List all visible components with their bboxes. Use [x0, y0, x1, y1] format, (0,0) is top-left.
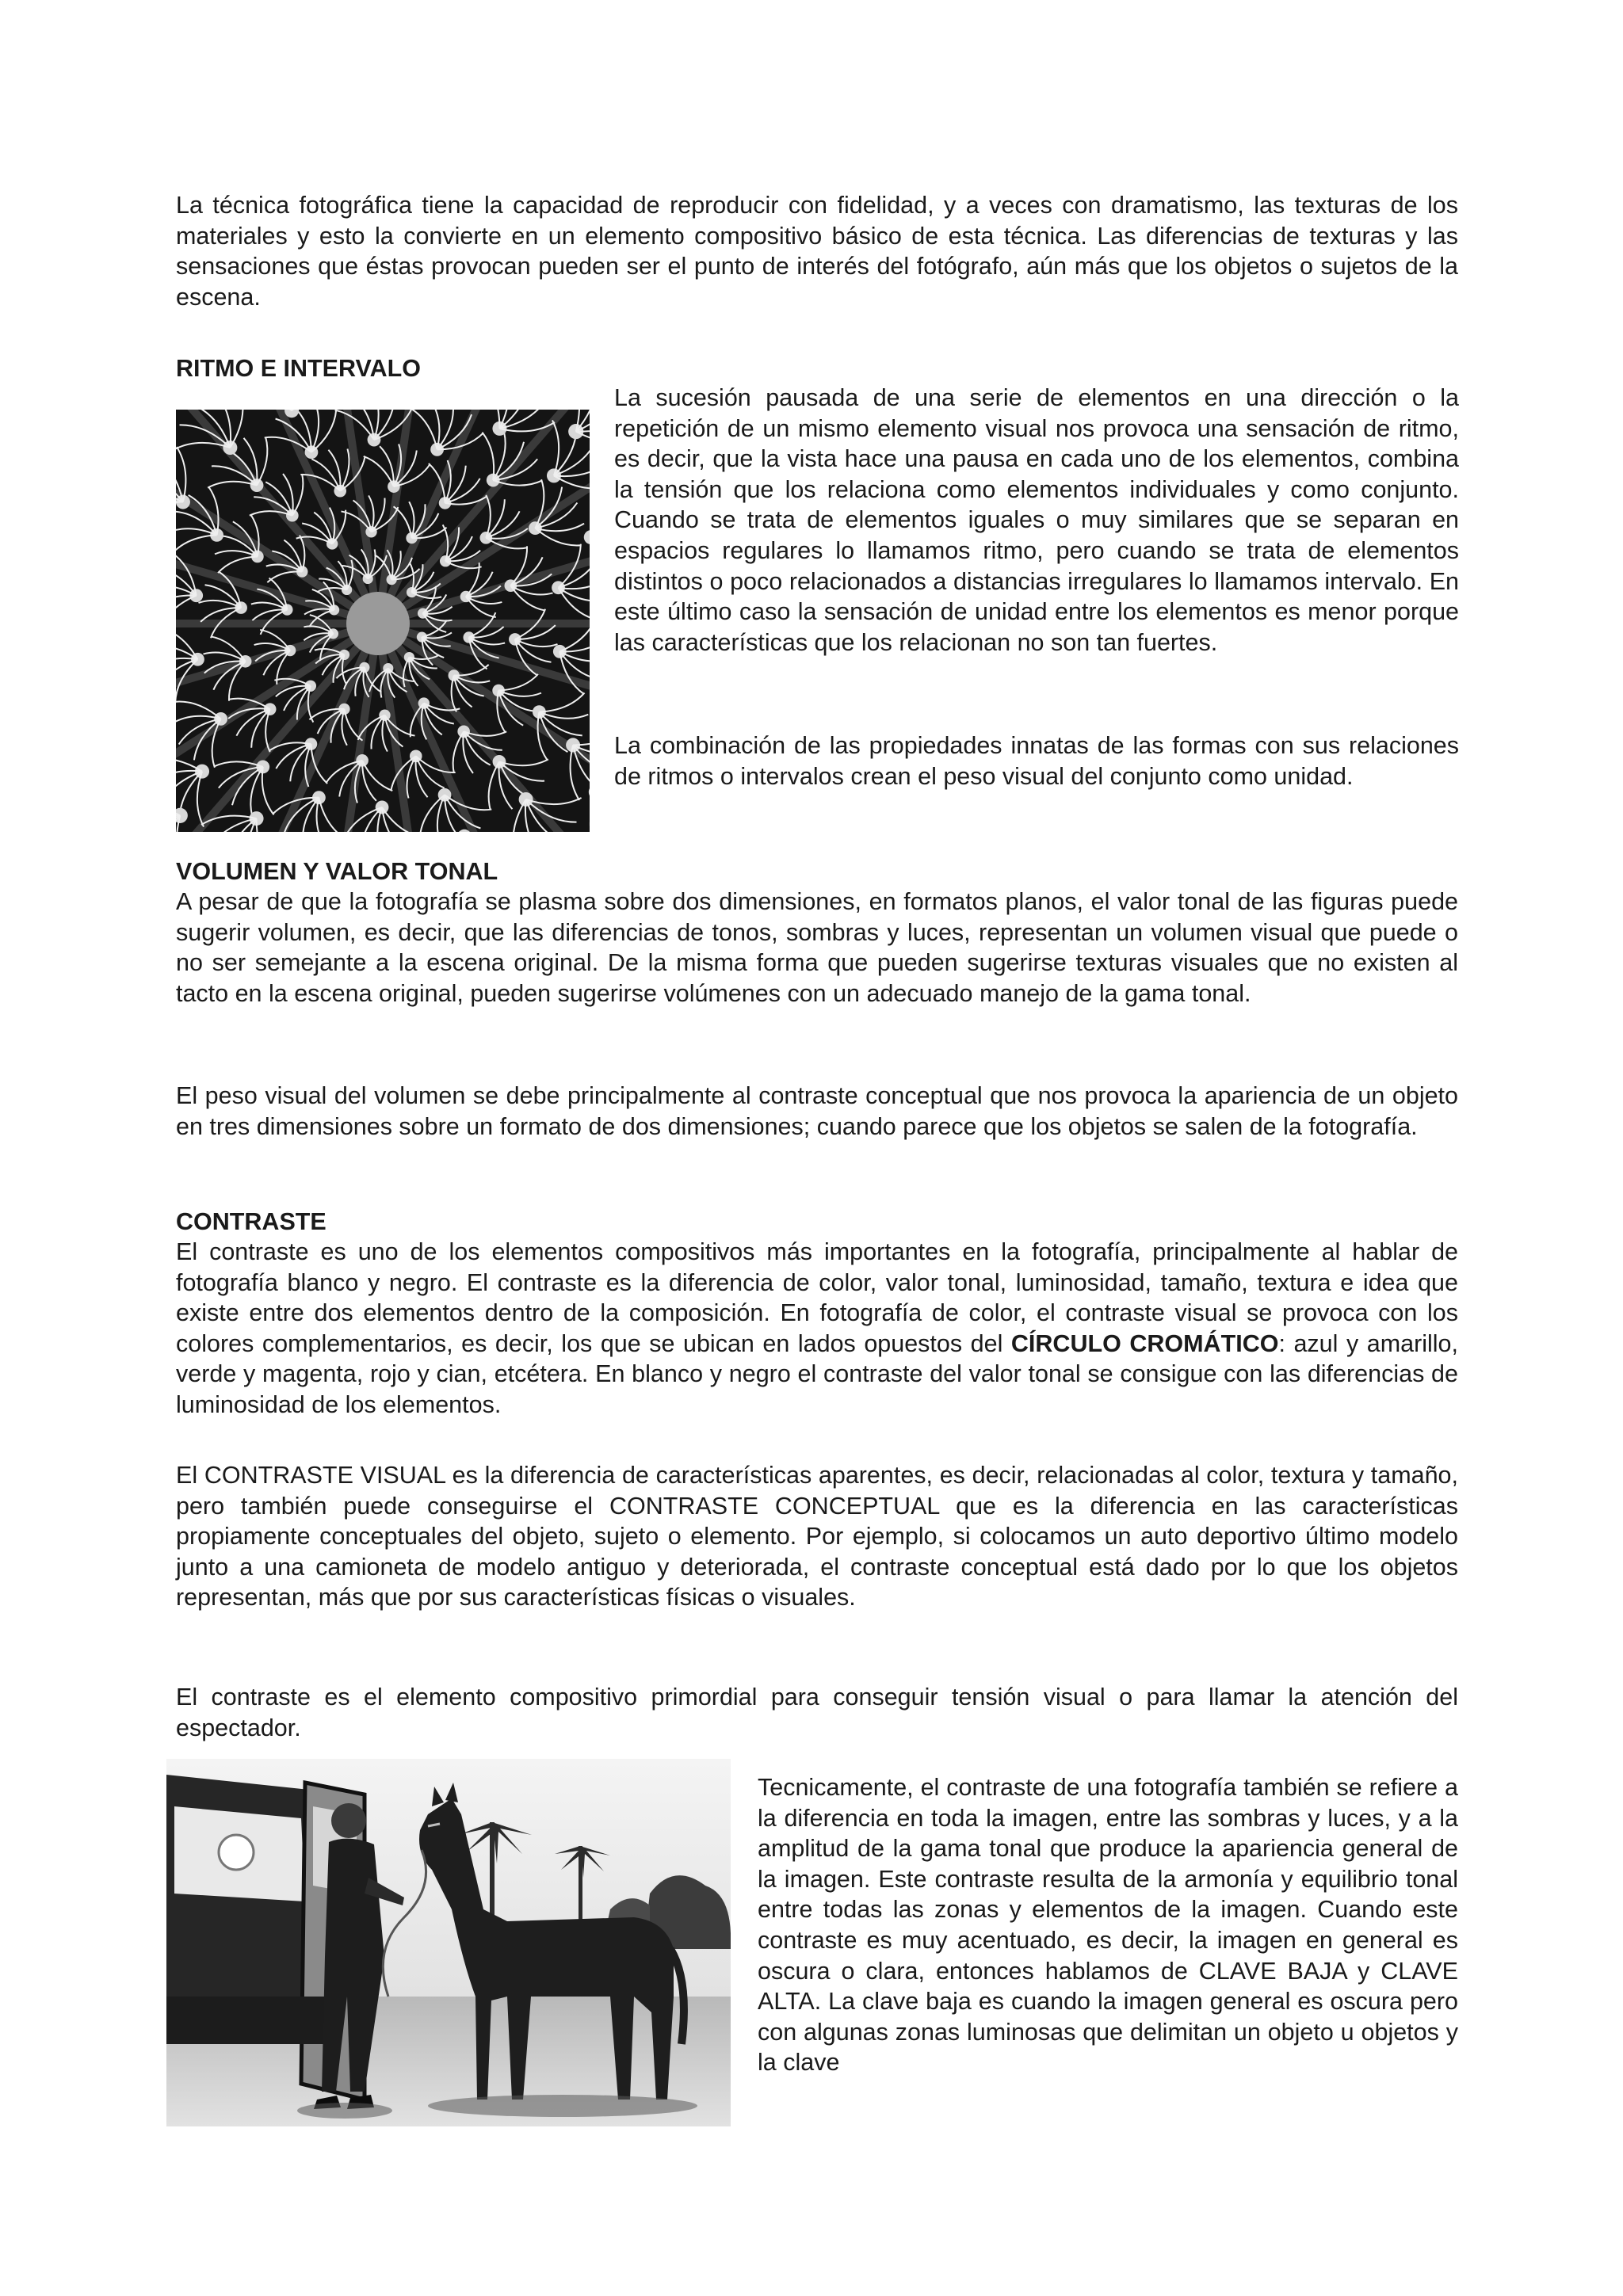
contraste-paragraph-2: El CONTRASTE VISUAL es la diferencia de características aparentes, es decir, relacionadas al color, textura y tamaño, pero también puede conseguirse el CONTRASTE CONCEPTUAL que es la diferencia en las características propiamente conceptuales del objeto, sujeto o elemento. Por ejemplo, si colocamos un auto deportivo último modelo junto a una camioneta de modelo antiguo y deteriorada, el contraste conceptual está dado por lo que los objetos representan, más que por sus características físicas o visuales. [176, 1462, 1458, 1611]
ritmo-paragraph-2: La combinación de las propiedades innatas de las formas con sus relaciones de ritmos o intervalos crean el peso visual del conjunto como unidad. [614, 732, 1459, 790]
contraste-paragraph-1 [176, 1237, 1458, 1421]
intro-paragraph: La técnica fotográfica tiene la capacidad de reproducir con fidelidad, y a veces con dramatismo, las texturas de los materiales y esto la convierte en un elemento compositivo básico de esta técnica. Las diferencias de texturas y las sensaciones que éstas provocan pueden ser el punto de interés del fotógrafo, aún más que los objetos o sujetos de la escena. [176, 192, 1458, 311]
volumen-paragraph-1: A pesar de que la fotografía se plasma sobre dos dimensiones, en formatos planos, el valor tonal de las figuras puede sugerir volumen, es decir, que las diferencias de tonos, sombras y luces, representan un volumen visual que puede o no ser semejante a la escena original. De la misma forma que pueden sugerirse texturas visuales que no existen al tacto en la escena original, pueden sugerirse volúmenes con un adecuado manejo de la gama tonal. [176, 888, 1458, 1007]
ritmo-heading: RITMO E INTERVALO [176, 355, 421, 382]
contraste-paragraph-4: Tecnicamente, el contraste de una fotografía también se refiere a la diferencia en toda la imagen, entre las sombras y luces, y a la amplitud de la gama tonal que produce la apariencia general de la imagen. Este contraste resulta de la armonía y equilibrio tonal entre todas las zonas y elementos de la imagen. Cuando este contraste es muy acentuado, es decir, la imagen en general es oscura o clara, entonces hablamos de CLAVE BAJA y CLAVE ALTA. La clave baja es cuando la imagen general es oscura pero con algunas zonas luminosas que delimitan un objeto u objetos y la clave [758, 1774, 1458, 2077]
ritmo-paragraph-1: La sucesión pausada de una serie de elementos en una dirección o la repetición de un mismo elemento visual nos provoca una sensación de ritmo, es decir, que la vista hace una pausa en cada uno de los elementos, combina la tensión que los relaciona como elementos individuales y como conjunto. Cuando se trata de elementos iguales o muy similares que se separan en espacios regulares lo llamamos ritmo, pero cuando se trata de elementos distintos o poco relacionados a distancias irregulares lo llamamos intervalo. En este último caso la sensación de unidad entre los elementos es menor porque las características que los relacionan no son tan fuertes. [614, 384, 1459, 656]
volumen-paragraph-2: El peso visual del volumen se debe principalmente al contraste conceptual que nos provoca la apariencia de un objeto en tres dimensiones sobre un formato de dos dimensiones; cuando parece que los objetos se salen de la fotografía. [176, 1082, 1458, 1140]
contraste-p1-text-b: : azul y amarillo, verde y magenta, rojo y cian, etcétera. En blanco y negro el contraste del valor tonal se consigue con las diferencias de luminosidad de los elementos. [176, 1329, 1458, 1418]
man-horse-photo [166, 1759, 731, 2126]
contraste-heading: CONTRASTE [176, 1208, 327, 1235]
volumen-heading: VOLUMEN Y VALOR TONAL [176, 858, 498, 885]
contraste-p1-text-a: El contraste es uno de los elementos compositivos más importantes en la fotografía, principalmente al hablar de fotografía blanco y negro. El contraste es la diferencia de color, valor tonal, luminosidad, tamaño, textura e idea que existe entre dos elementos dentro de la composición. En fotografía de color, el contraste visual se provoca con los colores complementarios, es decir, los que se ubican en lados opuestos del [176, 1238, 1458, 1357]
contraste-paragraph-3: El contraste es el elemento compositivo primordial para conseguir tensión visual o para llamar la atención del espectador. [176, 1684, 1458, 1741]
cactus-photo [176, 410, 590, 832]
circulo-cromatico-term: CÍRCULO CROMÁTICO [1010, 1329, 1279, 1357]
